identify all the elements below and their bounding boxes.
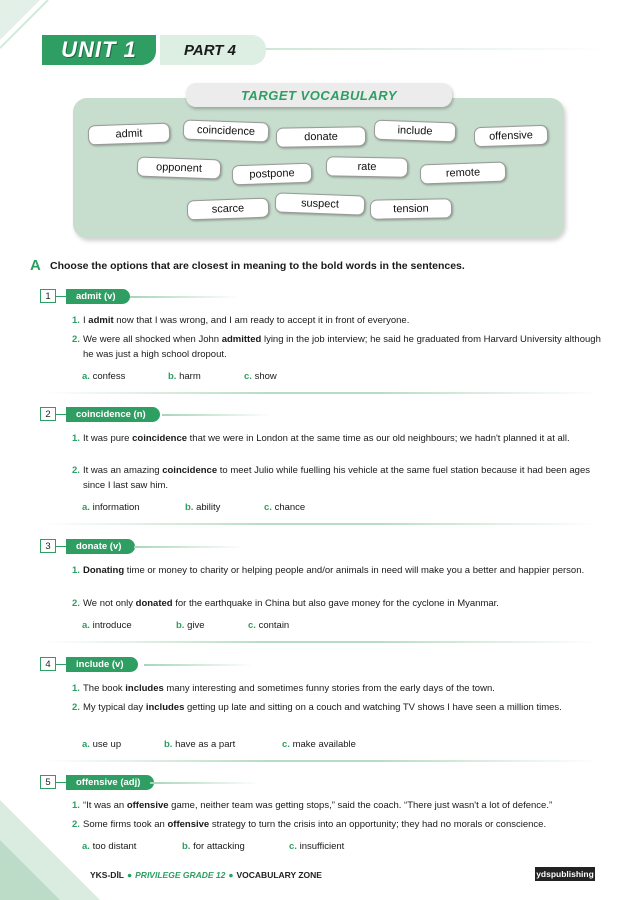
vocab-chip-admit: admit: [88, 123, 171, 146]
sentence-text: that we were in London at the same time as our old neighbours; we hadn't planned it at all.: [187, 433, 570, 444]
sentence-text: The book: [83, 683, 126, 694]
item-number: 1: [40, 289, 56, 303]
footer-series: PRIVILEGE GRADE 12: [135, 870, 226, 880]
sentence-text: many interesting and sometimes funny stories from the early days of the town.: [163, 683, 495, 694]
connector: [56, 546, 66, 547]
bold-word: coincidence: [162, 465, 218, 476]
sentence-number: 2.: [72, 598, 80, 609]
sentence-number: 1.: [72, 433, 80, 444]
sentence-text: It was an amazing: [83, 465, 163, 476]
option-b[interactable]: b. have as a part: [164, 739, 236, 750]
section-instruction: Choose the options that are closest in meaning to the bold words in the sentences.: [50, 260, 465, 272]
option-c[interactable]: c. show: [244, 371, 277, 382]
option-c[interactable]: c. contain: [248, 620, 290, 631]
option-b[interactable]: b. for attacking: [182, 841, 245, 852]
sentence-number: 1.: [72, 565, 80, 576]
option-a[interactable]: a. information: [82, 502, 140, 513]
vocab-chip-scarce: scarce: [187, 198, 270, 221]
item-divider: [44, 760, 599, 762]
part-title: PART 4: [160, 35, 266, 65]
item-word: donate (v): [66, 539, 135, 554]
connector: [56, 296, 66, 297]
sentence-number: 2.: [72, 334, 80, 345]
vocab-chip-remote: remote: [420, 162, 507, 185]
sentence-number: 2.: [72, 702, 80, 713]
item-word: include (v): [66, 657, 138, 672]
bold-word: includes: [125, 683, 164, 694]
vocab-chip-postpone: postpone: [232, 163, 313, 186]
vocab-chip-donate: donate: [276, 126, 366, 148]
option-c[interactable]: c. insufficient: [289, 841, 345, 852]
tag-rule: [130, 296, 240, 298]
sentence-number: 2.: [72, 465, 80, 476]
connector: [56, 782, 66, 783]
option-a[interactable]: a. use up: [82, 739, 122, 750]
option-a[interactable]: a. too distant: [82, 841, 137, 852]
bold-word: donated: [135, 598, 173, 609]
bold-word: admit: [88, 315, 114, 326]
sentence-text: Some firms took an: [83, 819, 168, 830]
option-c[interactable]: c. make available: [282, 739, 356, 750]
unit-title: UNIT 1: [42, 35, 156, 65]
item-divider: [44, 392, 599, 394]
sentence-text: to meet Julio while fuelling his vehicle at the same fuel station because it had been ages since I last saw him.: [83, 465, 590, 491]
sentence-1: [72, 681, 602, 696]
footer: YKS-DİL ● PRIVILEGE GRADE 12 ● VOCABULARY ZONE: [90, 870, 322, 880]
connector: [56, 664, 66, 665]
option-b[interactable]: b. ability: [185, 502, 221, 513]
sentence-2: [72, 700, 602, 715]
sentence-text: for the earthquake in China but also gave money for the cyclone in Myanmar.: [172, 598, 499, 609]
bold-word: offensive: [126, 800, 169, 811]
sentence-number: 1.: [72, 315, 80, 326]
sentence-text: My typical day: [83, 702, 146, 713]
tag-rule: [150, 782, 260, 784]
sentence-1: [72, 798, 602, 813]
sentence-number: 2.: [72, 819, 80, 830]
sentence-number: 1.: [72, 800, 80, 811]
item-number: 3: [40, 539, 56, 553]
bold-word: coincidence: [132, 433, 188, 444]
sentence-2: [72, 332, 602, 362]
vocab-chip-offensive: offensive: [474, 125, 549, 148]
publisher-logo: ydspublishing: [536, 869, 594, 879]
sentence-text: I: [83, 315, 89, 326]
sentence-text: strategy to turn the crisis into an opportunity; they had no morals or conscience.: [209, 819, 547, 830]
tag-rule: [134, 546, 244, 548]
option-c[interactable]: c. chance: [264, 502, 306, 513]
sentence-1: [72, 563, 602, 578]
bold-word: offensive: [167, 819, 210, 830]
bold-word: Donating: [83, 565, 125, 576]
bold-word: admitted: [221, 334, 262, 345]
vocab-chip-tension: tension: [370, 198, 452, 219]
item-number: 4: [40, 657, 56, 671]
sentence-text: time or money to charity or helping people and/or animals in need will make you a better and happier person.: [124, 565, 585, 576]
vocab-chip-suspect: suspect: [275, 192, 366, 215]
footer-exam: YKS-DİL: [90, 870, 124, 880]
sentence-text: lying in the job interview; he said he graduated from Harvard University although he was just a high school dropout.: [83, 334, 601, 360]
sentence-text: getting up late and sitting on a couch and watching TV shows I have seen a million times.: [184, 702, 562, 713]
connector: [56, 414, 66, 415]
sentence-2: [72, 596, 602, 611]
sentence-2: [72, 817, 602, 832]
bold-word: includes: [145, 702, 185, 713]
sentence-text: We were all shocked when John: [83, 334, 222, 345]
item-divider: [44, 641, 599, 643]
item-word: coincidence (n): [66, 407, 160, 422]
sentence-text: We not only: [83, 598, 136, 609]
vocab-chip-rate: rate: [326, 156, 408, 177]
section-letter: A: [30, 257, 41, 274]
footer-book: VOCABULARY ZONE: [236, 870, 322, 880]
vocab-chip-coincidence: coincidence: [183, 120, 270, 143]
item-word: admit (v): [66, 289, 130, 304]
sentence-1: [72, 313, 602, 328]
item-number: 2: [40, 407, 56, 421]
sentence-number: 1.: [72, 683, 80, 694]
item-number: 5: [40, 775, 56, 789]
option-b[interactable]: b. harm: [168, 371, 201, 382]
option-a[interactable]: a. confess: [82, 371, 126, 382]
tag-rule: [162, 414, 272, 416]
sentence-text: “It was an: [83, 800, 127, 811]
sentence-text: now that I was wrong, and I am ready to accept it in front of everyone.: [113, 315, 410, 326]
vocab-chip-opponent: opponent: [137, 157, 222, 180]
item-divider: [44, 523, 599, 525]
sentence-2: [72, 463, 602, 493]
option-b[interactable]: b. give: [176, 620, 205, 631]
vocab-chip-include: include: [374, 120, 457, 143]
tag-rule: [144, 664, 254, 666]
item-word: offensive (adj): [66, 775, 154, 790]
header-rule: [266, 48, 611, 50]
vocabulary-title: TARGET VOCABULARY: [186, 83, 452, 107]
sentence-text: game, neither team was getting stops,” said the coach. “There just wasn't a lot of defence.”: [168, 800, 553, 811]
option-a[interactable]: a. introduce: [82, 620, 132, 631]
sentence-text: It was pure: [83, 433, 133, 444]
sentence-1: [72, 431, 602, 446]
